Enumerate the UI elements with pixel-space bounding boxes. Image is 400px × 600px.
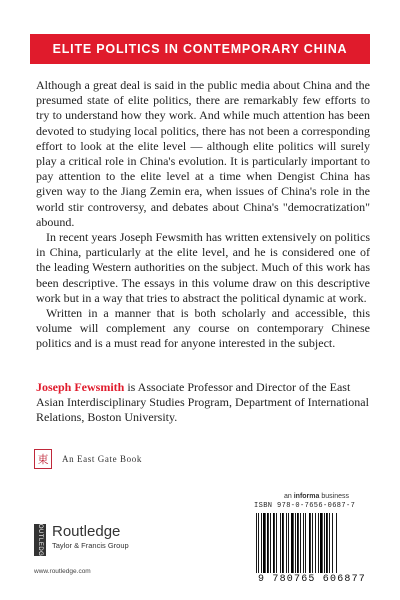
book-title: ELITE POLITICS IN CONTEMPORARY CHINA (52, 42, 348, 56)
isbn-label: ISBN 978-0-7656-0687-7 (254, 502, 356, 510)
barcode-bar (332, 513, 333, 573)
informa-prefix: an (284, 493, 294, 500)
title-banner (30, 34, 370, 64)
blurb-paragraph-1: Although a great deal is said in the public media about China and the presumed state of elite politics, there are remarkably few efforts to try to understand how they work. And while much attention has been devoted to studying local politics, there has not been a corresponding effort to look at the elite level — although elite politics will surely play a critical role in China's evolution. It is particularly important to pay attention to the elite level at a time when Dengist China has given way to the Jiang Zemin era, when issues of China's role in the world stir controversy, and debates about China's "democratization" abound. (36, 78, 370, 229)
barcode-bar (267, 513, 269, 573)
barcode-bar (336, 513, 337, 573)
barcode-bar (329, 513, 330, 573)
blurb (36, 78, 370, 352)
barcode-bar (256, 513, 257, 573)
east-gate-label: An East Gate Book (62, 454, 142, 464)
barcode-bar (276, 513, 277, 573)
barcode-bar (258, 513, 259, 573)
barcode-bar (312, 513, 313, 573)
publisher-name: Routledge (52, 523, 121, 540)
publisher-group: Taylor & Francis Group (52, 541, 129, 550)
barcode-bar (320, 513, 323, 573)
barcode-bar (297, 513, 299, 573)
barcode-bar (318, 513, 319, 573)
author-name: Joseph Fewsmith (36, 380, 125, 394)
barcode-bar (300, 513, 301, 573)
barcode-bar (280, 513, 281, 573)
barcode-bar (273, 513, 275, 573)
barcode-bar (263, 513, 266, 573)
barcode-bar (315, 513, 316, 573)
barcode-bar (288, 513, 289, 573)
author-bio (36, 380, 370, 426)
author-bio-text: is Associate Professor and Director of the East Asian Interdisciplinary Studies Program, Department of International Relations, Boston University. (36, 380, 369, 425)
barcode-bar (261, 513, 262, 573)
routledge-mark-icon: ROUTLEDGE (34, 524, 46, 556)
informa-brand: informa (293, 493, 320, 500)
barcode-bar (326, 513, 328, 573)
barcode-bar (295, 513, 296, 573)
informa-business-label (284, 493, 349, 500)
barcode-bar (303, 513, 304, 573)
blurb-paragraph-3: Written in a manner that is both scholarly and accessible, this volume will complement any course on contemporary Chinese politics and is a must read for anyone interested in the subject. (36, 306, 370, 351)
barcode-bar (291, 513, 294, 573)
barcode-bar (324, 513, 325, 573)
east-gate-logo-icon: 東 (34, 449, 52, 469)
informa-suffix: business (319, 493, 349, 500)
publisher-logo (34, 519, 129, 561)
barcode (254, 513, 370, 573)
barcode-digits: 9 780765 606877 (257, 574, 366, 585)
barcode-bar (309, 513, 311, 573)
barcode-bar (305, 513, 306, 573)
barcode-bar (282, 513, 284, 573)
barcode-bar (270, 513, 271, 573)
east-gate-imprint (34, 449, 142, 469)
barcode-bar (286, 513, 287, 573)
publisher-url: www.routledge.com (34, 568, 91, 575)
blurb-paragraph-2: In recent years Joseph Fewsmith has written extensively on politics in China, particularly at the elite level, and he is considered one of the leading Western authorities on the subject. Much of this work has been descriptive. The essays in this volume draw on this descriptive work but in a way that tries to abstract the political dynamic at work. (36, 230, 370, 305)
